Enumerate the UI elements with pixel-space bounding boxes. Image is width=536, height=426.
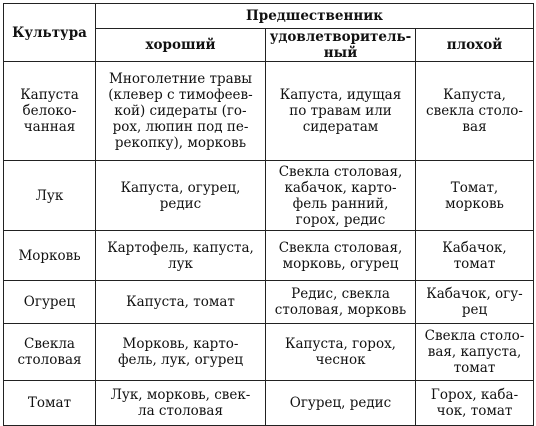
cell-good: Картофель, капуста, лук: [96, 231, 266, 281]
cell-culture: Томат: [4, 381, 96, 426]
header-culture: Культура: [4, 4, 96, 62]
cell-satisfactory: Свекла столовая, кабачок, карто- фель ранний, горох, редис: [266, 161, 416, 231]
cell-satisfactory: Огурец, редис: [266, 381, 416, 426]
cell-good: Лук, морковь, свек- ла столовая: [96, 381, 266, 426]
cell-good: Капуста, огурец, редис: [96, 161, 266, 231]
table-row: [4, 324, 534, 381]
cell-good: Капуста, томат: [96, 281, 266, 324]
cell-satisfactory: Капуста, горох, чеснок: [266, 324, 416, 381]
cell-bad: Кабачок, томат: [416, 231, 534, 281]
table-row: [4, 62, 534, 161]
crop-rotation-table: [3, 3, 534, 426]
cell-bad: Томат, морковь: [416, 161, 534, 231]
header-satisfactory: удовлетворитель- ный: [266, 29, 416, 62]
cell-good: Морковь, карто- фель, лук, огурец: [96, 324, 266, 381]
table-row: [4, 231, 534, 281]
cell-culture: Морковь: [4, 231, 96, 281]
cell-satisfactory: Редис, свекла столовая, морковь: [266, 281, 416, 324]
cell-bad: Горох, кабa- чок, томат: [416, 381, 534, 426]
table-row: [4, 161, 534, 231]
table-wrapper: [3, 3, 534, 426]
cell-bad: Свекла столо- вая, капуста, томат: [416, 324, 534, 381]
header-good: хороший: [96, 29, 266, 62]
cell-bad: Капуста, свекла столо- вая: [416, 62, 534, 161]
table-row: [4, 381, 534, 426]
cell-culture: Свекла столовая: [4, 324, 96, 381]
header-bad: плохой: [416, 29, 534, 62]
cell-culture: Капуста белоко- чанная: [4, 62, 96, 161]
cell-good: Многолетние травы (клевер с тимофеев- кой) сидераты (го- рох, люпин под пе- рекопку), морковь: [96, 62, 266, 161]
cell-bad: Кабачок, огу- рец: [416, 281, 534, 324]
cell-culture: Огурец: [4, 281, 96, 324]
cell-satisfactory: Свекла столовая, морковь, огурец: [266, 231, 416, 281]
table-row: [4, 281, 534, 324]
cell-satisfactory: Капуста, идущая по травам или сидератам: [266, 62, 416, 161]
cell-culture: Лук: [4, 161, 96, 231]
header-predecessor: Предшественник: [96, 4, 534, 29]
